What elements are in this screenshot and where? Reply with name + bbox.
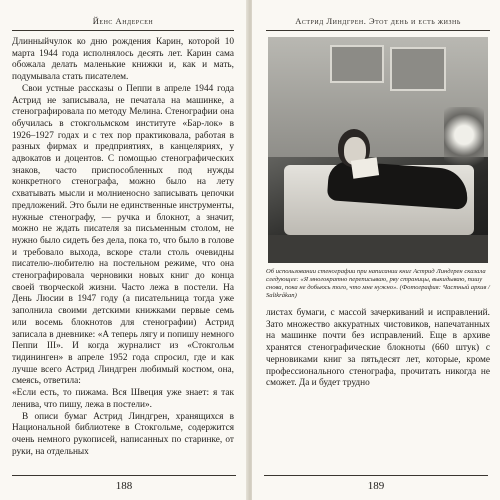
right-page-number: 189: [367, 480, 385, 492]
left-quote: «Если есть, то пижама. Вся Швеция уже знает: я так ленива, что пишу, лежа в постели».: [12, 388, 234, 410]
floor: [268, 235, 488, 263]
book-in-hand: [351, 157, 379, 178]
left-footer-rule: [12, 475, 236, 476]
left-body-text: [12, 37, 234, 458]
photo-caption: Об использовании стенографии при написании книг Астрид Линдгрен сказала следующее: «Я многократно переписываю, рву страницы, выкидываю, пишу снова, пока не добьюсь того, что мне нужно». (Фотография: Частный архив / Saltkråkan): [266, 268, 490, 299]
right-body-text: [266, 308, 490, 390]
right-footer-rule: [264, 475, 488, 476]
left-page: [0, 0, 248, 500]
wall-picture-right: [390, 47, 446, 91]
wall-picture-left: [330, 45, 384, 83]
left-running-header: Йенс Андерсен: [92, 16, 154, 26]
left-paragraph-1: Длинныйчулок ко дню рождения Карин, которой 10 марта 1944 года исполнялось десять лет. Карин сама обожала делать маленькие книжки и, как и мать, подумывала стать писателем.: [12, 37, 234, 83]
photo-astrid-reading: [268, 37, 488, 263]
right-running-header: Астрид Линдгрен. Этот день и есть жизнь: [295, 16, 461, 26]
right-page: [252, 0, 500, 500]
right-paragraph: листах бумаги, с массой зачеркиваний и исправлений. Зато множество аккуратных чистовиков, напечатанных на машинке почти без исправлений. Еще в архиве хранятся стенографические блокноты (660 штук) с черновиками книг за пятьдесят лет, которые, кроме профессионального стенографа, прочитать никогда не сможет. Да и будет трудно: [266, 308, 490, 389]
left-page-number: 188: [115, 480, 133, 492]
right-header-rule: [266, 30, 490, 31]
left-paragraph-2: Свои устные рассказы о Пеппи в апреле 1944 года Астрид не записывала, не печатала на машинке, а стенографировала по методу Мелина. Стенографии она обучилась в стокгольмском институте «Бар-лок» в 1926–1927 годах и с тех пор практиковала, работая в разных фирмах и предприятиях, в канцеляриях, у адвокатов и доцентов. С помощью стенографических знаков, часто приспособленных под нужды конкретного стенографа, можно было на лету схватывать мысли и молниеносно записывать цепочки предложений. Это были не единственные инструменты, нужные стенографу, — ручка и блокнот, а значит, можно не ждать писателя за письменным столом, не нужно было сидеть без дела, пока то, что было в голове и требовало выхода, вскоре стали столь очевидны писателю-любителю на постельном режиме, что она стенографировала черновики новых книг до конца своей творческой жизни. Часто лежа в постели. На День Люсии в 1947 году (а писательница тогда уже заполнила своими детскими книжками первые семь или восемь блокнотов для стенографии) Астрид записала в дневнике: «А теперь лягу и попишу немного Пеппи III». И когда журналист из «Стокгольм тидининген» в апреле 1952 года спросил, где и как лучше всего Астрид Линдгрен любимый костюм, она, смеясь, ответила:: [12, 83, 234, 387]
left-closing-paragraph: В описи бумаг Астрид Линдгрен, хранящихся в Национальной библиотеке в Стокгольме, содержится очень немного рукописей, написанных по старинке, от руки, на отдельных: [12, 411, 234, 457]
left-header-rule: [12, 30, 234, 31]
